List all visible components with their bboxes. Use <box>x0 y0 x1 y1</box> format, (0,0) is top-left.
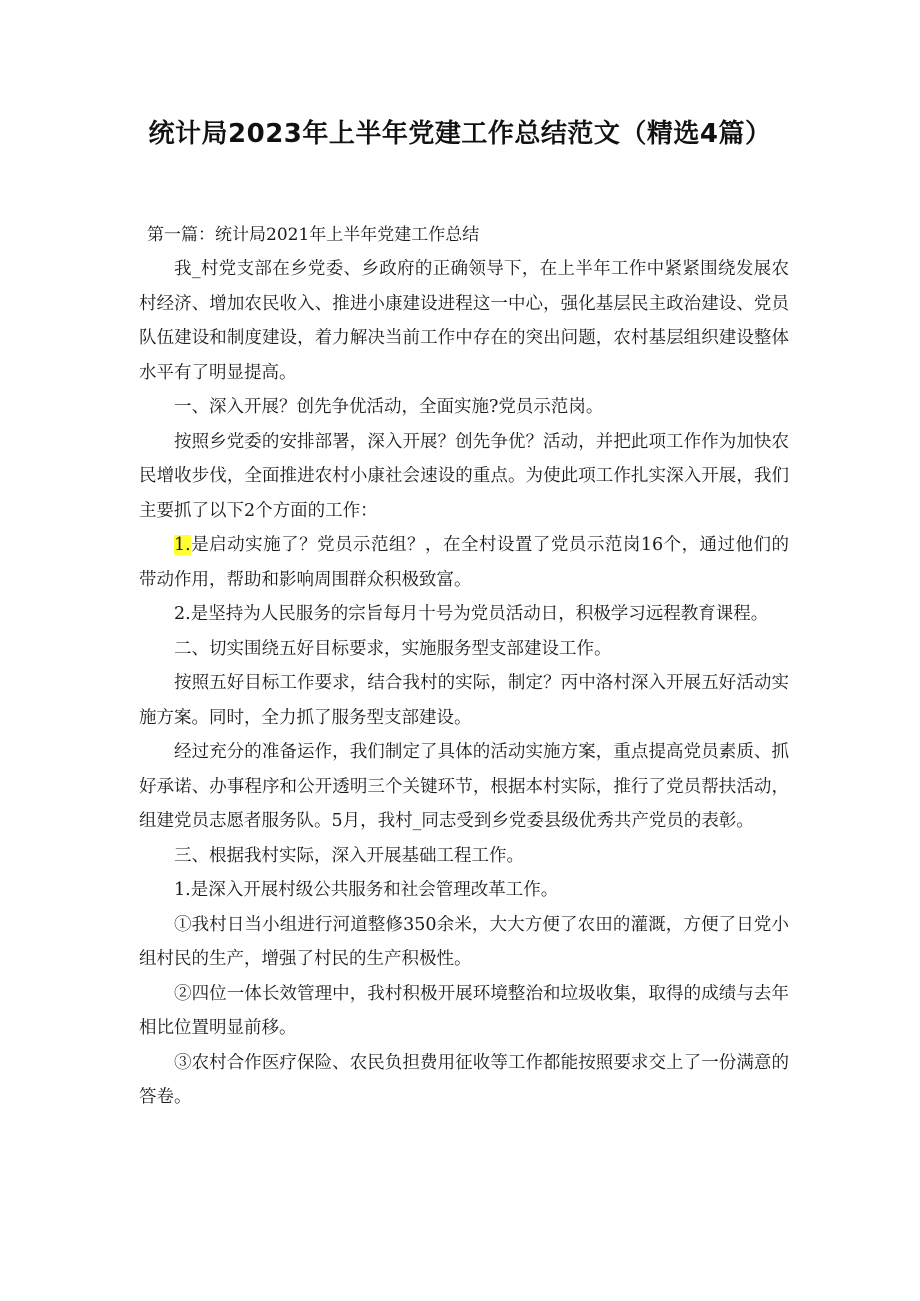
paragraph-highlighted <box>139 528 789 597</box>
paragraph-text: 是启动实施了？党员示范组？，在全村设置了党员示范岗16个，通过他们的带动作用，帮助和影响周围群众积极致富。 <box>139 535 789 590</box>
paragraph: 2.是坚持为人民服务的宗旨每月十号为党员活动日，积极学习远程教育课程。 <box>174 604 769 624</box>
paragraph: 我_村党支部在乡党委、乡政府的正确领导下，在上半年工作中紧紧围绕发展农村经济、增加农民收入、推进小康建设进程这一中心，强化基层民主政治建设、党员队伍建设和制度建设，着力解决当前工作中存在的突出问题，农村基层组织建设整体水平有了明显提高。 <box>139 259 789 383</box>
paragraph: 二、切实围绕五好目标要求，实施服务型支部建设工作。 <box>174 638 612 659</box>
paragraph: ③农村合作医疗保险、农民负担费用征收等工作都能按照要求交上了一份满意的答卷。 <box>139 1052 789 1107</box>
paragraph: 三、根据我村实际，深入开展基础工程工作。 <box>174 845 524 866</box>
paragraph: ②四位一体长效管理中，我村积极开展环境整治和垃圾收集，取得的成绩与去年相比位置明显前移。 <box>139 983 789 1038</box>
paragraph: 按照五好目标工作要求，结合我村的实际，制定？丙中洛村深入开展五好活动实施方案。同时，全力抓了服务型支部建设。 <box>139 673 789 728</box>
section-heading: 第一篇：统计局2021年上半年党建工作总结 <box>147 225 480 245</box>
highlighted-marker: 1. <box>174 535 191 555</box>
document-body <box>139 252 789 1115</box>
paragraph: 按照乡党委的安排部署，深入开展？创先争优？活动，并把此项工作作为加快农民增收步伐，全面推进农村小康社会速设的重点。为使此项工作扎实深入开展，我们主要抓了以下2个方面的工作： <box>139 431 789 521</box>
paragraph: 1.是深入开展村级公共服务和社会管理改革工作。 <box>174 880 559 900</box>
paragraph: ①我村日当小组进行河道整修350余米，大大方便了农田的灌溉，方便了日党小组村民的生产，增强了村民的生产积极性。 <box>139 914 789 969</box>
document-title: 统计局2023年上半年党建工作总结范文（精选4篇） <box>148 119 772 149</box>
paragraph: 一、深入开展？创先争优活动，全面实施?党员示范岗。 <box>174 397 604 417</box>
paragraph: 经过充分的准备运作，我们制定了具体的活动实施方案，重点提高党员素质、抓好承诺、办事程序和公开透明三个关键环节，根据本村实际，推行了党员帮扶活动，组建党员志愿者服务队。5月，我村_同志受到乡党委县级优秀共产党员的表彰。 <box>139 742 789 831</box>
